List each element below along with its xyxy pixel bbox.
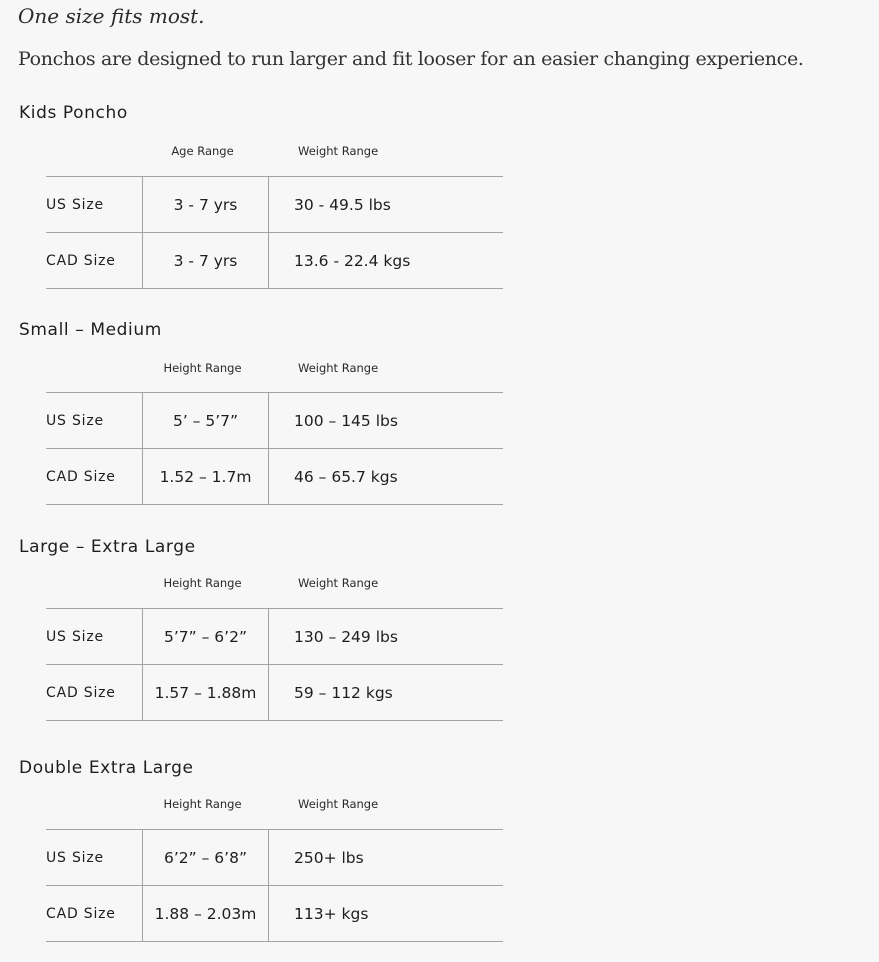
table-row-us-size [46, 609, 503, 665]
weight-range-value: 130 – 249 lbs [269, 609, 504, 665]
column-header-weight-range: Weight Range [298, 361, 379, 375]
size-table [46, 829, 503, 942]
column-header-age-range: Age Range [171, 144, 234, 158]
height-range-value: 1.88 – 2.03m [143, 886, 269, 942]
weight-range-value: 100 – 145 lbs [269, 393, 504, 449]
table-row-cad-size [46, 665, 503, 721]
age-range-value: 3 - 7 yrs [143, 233, 269, 289]
row-label: US Size [46, 393, 143, 449]
weight-range-value: 13.6 - 22.4 kgs [269, 233, 504, 289]
table-row-us-size [46, 830, 503, 886]
height-range-value: 5’7” – 6’2” [143, 609, 269, 665]
column-header-weight-range: Weight Range [298, 144, 379, 158]
table-row-us-size [46, 393, 503, 449]
weight-range-value: 113+ kgs [269, 886, 504, 942]
weight-range-value: 250+ lbs [269, 830, 504, 886]
size-table [46, 392, 503, 505]
row-label: CAD Size [46, 665, 143, 721]
section-title: Double Extra Large [19, 758, 194, 778]
size-table [46, 176, 503, 289]
section-title: Kids Poncho [19, 103, 128, 123]
row-label: CAD Size [46, 886, 143, 942]
age-range-value: 3 - 7 yrs [143, 177, 269, 233]
size-table [46, 608, 503, 721]
height-range-value: 5’ – 5’7” [143, 393, 269, 449]
column-header-height-range: Height Range [163, 576, 242, 590]
table-row-us-size [46, 177, 503, 233]
row-label: US Size [46, 830, 143, 886]
weight-range-value: 46 – 65.7 kgs [269, 449, 504, 505]
column-header-height-range: Height Range [163, 361, 242, 375]
intro-text: Ponchos are designed to run larger and fit looser for an easier changing experience. [18, 48, 804, 70]
height-range-value: 6’2” – 6’8” [143, 830, 269, 886]
height-range-value: 1.57 – 1.88m [143, 665, 269, 721]
weight-range-value: 59 – 112 kgs [269, 665, 504, 721]
column-header-height-range: Height Range [163, 797, 242, 811]
row-label: CAD Size [46, 449, 143, 505]
table-row-cad-size [46, 449, 503, 505]
table-row-cad-size [46, 233, 503, 289]
intro-title: One size fits most. [18, 4, 205, 28]
row-label: CAD Size [46, 233, 143, 289]
row-label: US Size [46, 609, 143, 665]
section-title: Large – Extra Large [19, 537, 196, 557]
height-range-value: 1.52 – 1.7m [143, 449, 269, 505]
section-title: Small – Medium [19, 320, 162, 340]
column-header-weight-range: Weight Range [298, 576, 379, 590]
column-header-weight-range: Weight Range [298, 797, 379, 811]
weight-range-value: 30 - 49.5 lbs [269, 177, 504, 233]
row-label: US Size [46, 177, 143, 233]
table-row-cad-size [46, 886, 503, 942]
